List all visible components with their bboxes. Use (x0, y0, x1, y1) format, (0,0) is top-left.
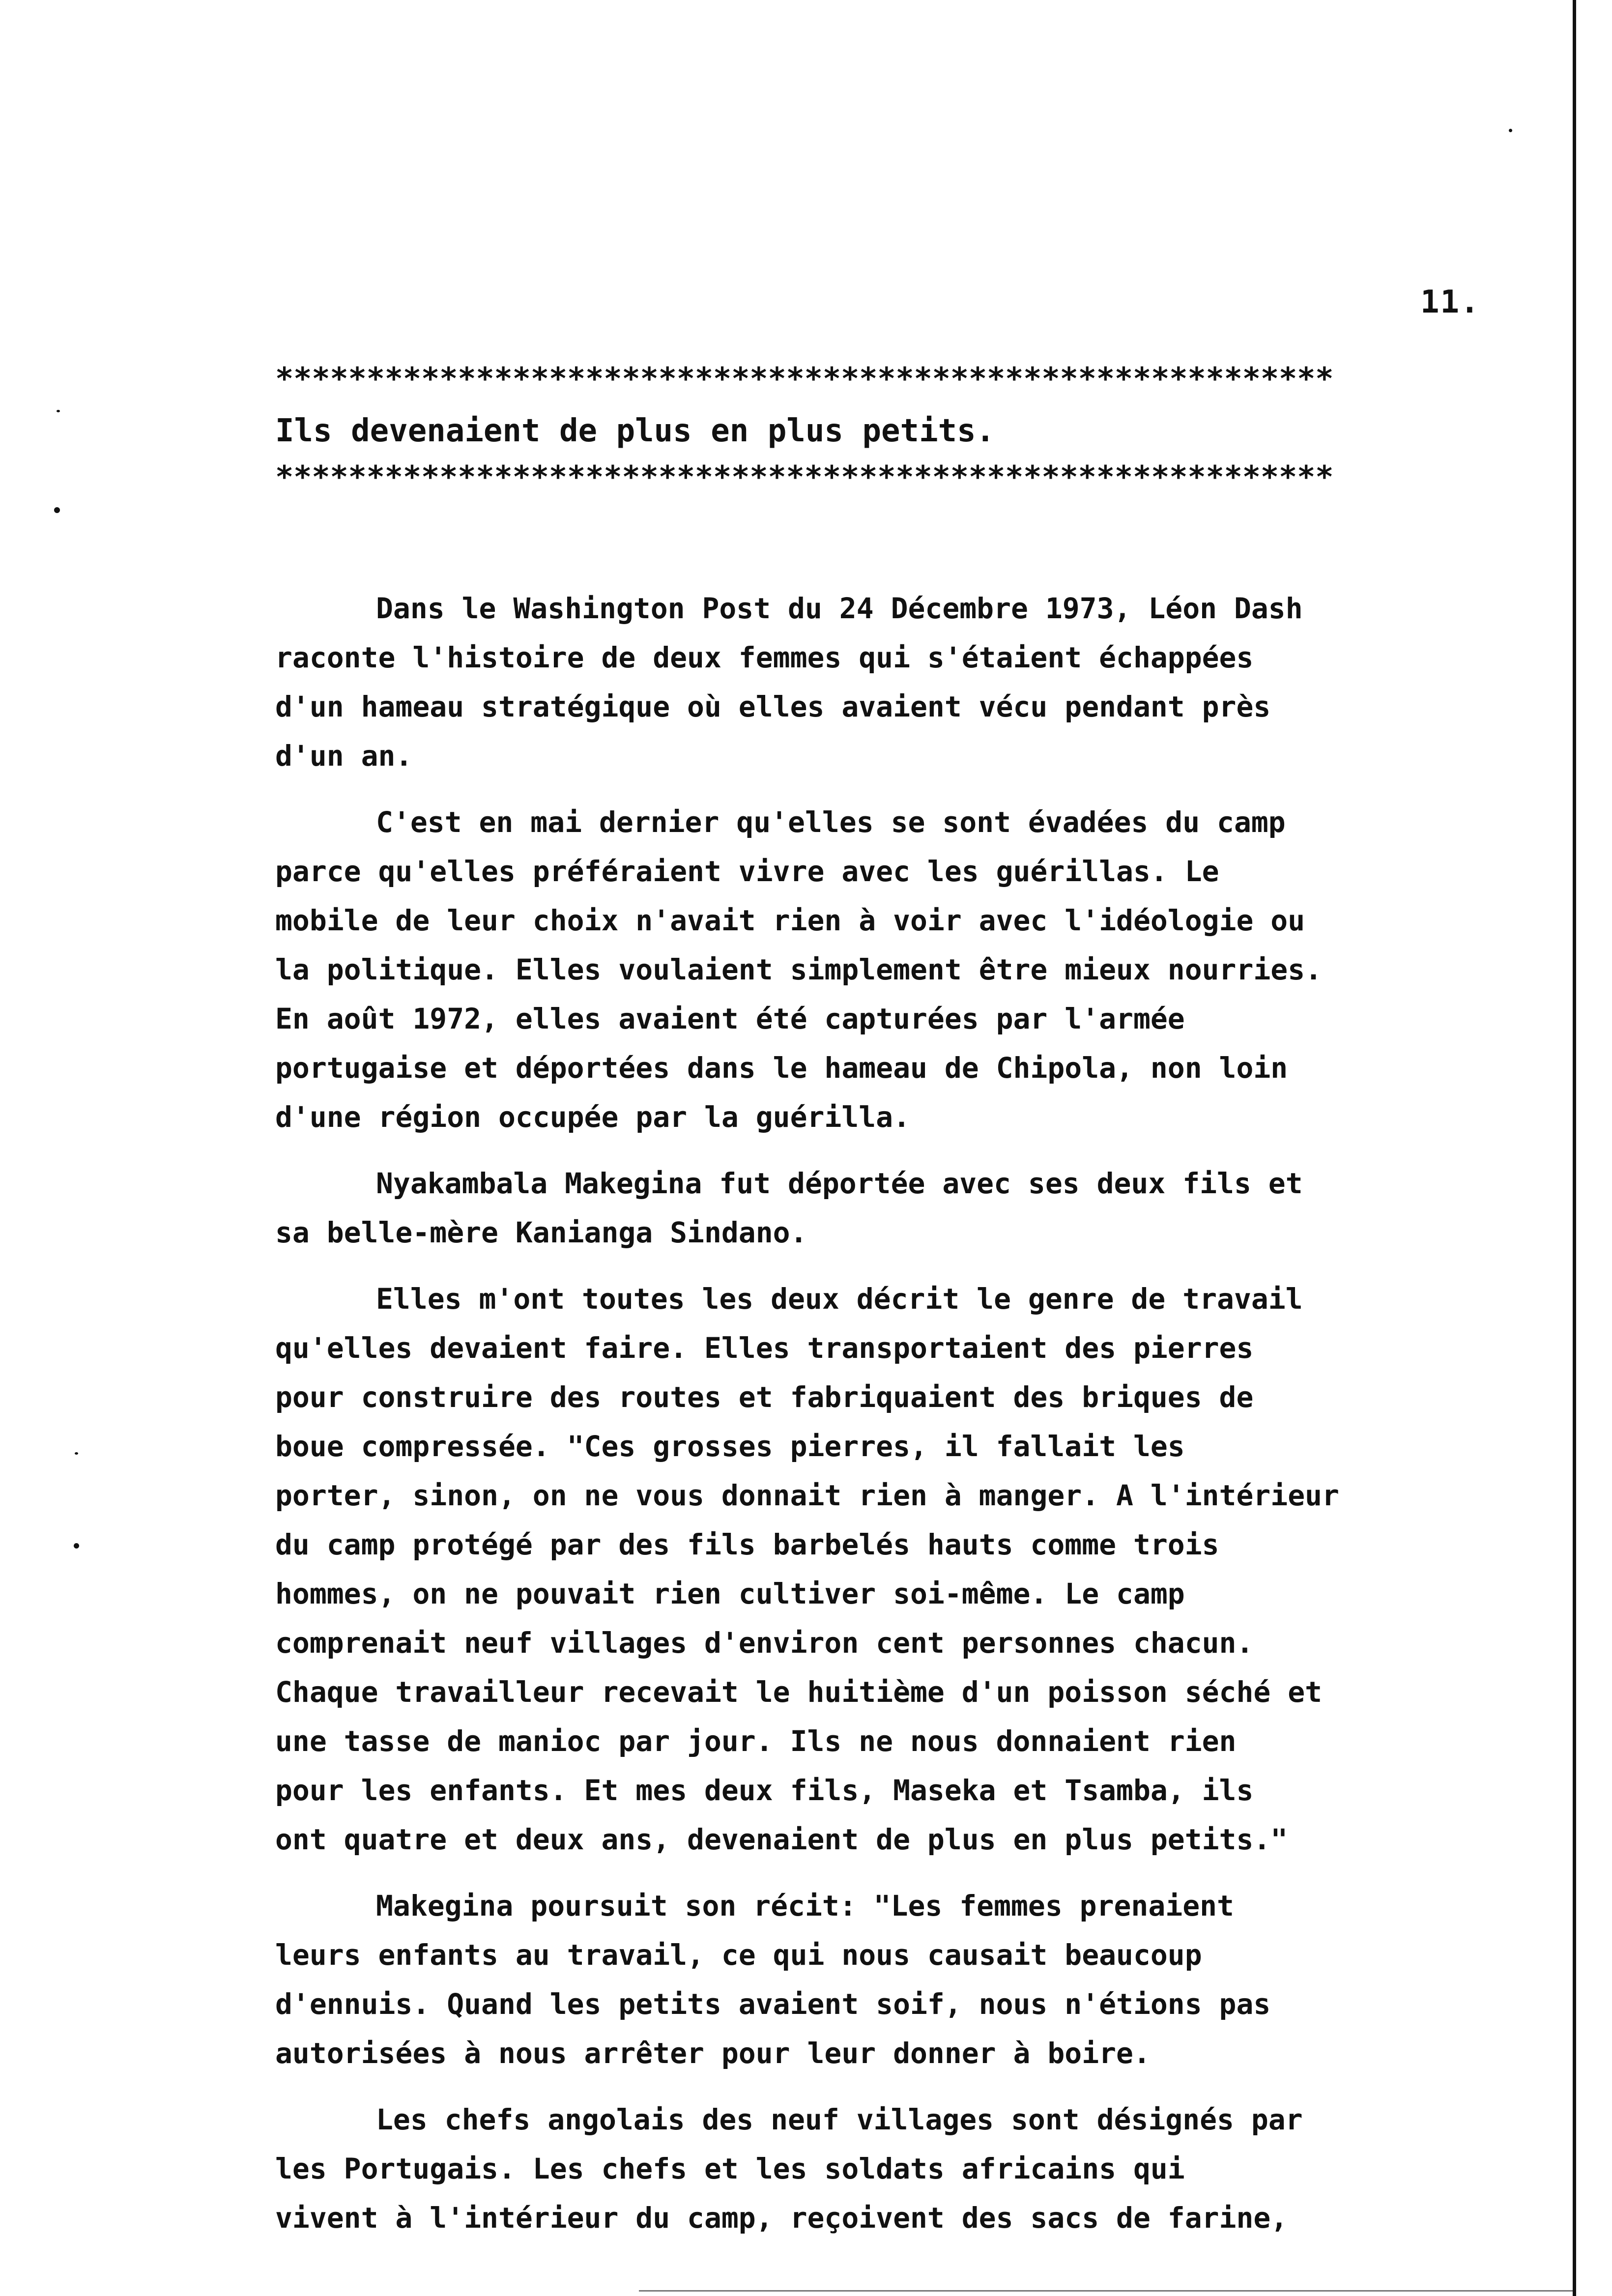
text-line: Nyakambala Makegina fut déportée avec ses deux fils et (376, 1167, 1303, 1200)
text-line: comprenait neuf villages d'environ cent personnes chacun. (275, 1626, 1254, 1660)
text-line: la politique. Elles voulaient simplement être mieux nourries. (275, 953, 1323, 986)
text-line: qu'elles devaient faire. Elles transportaient des pierres (275, 1331, 1254, 1365)
text-line: C'est en mai dernier qu'elles se sont évadées du camp (376, 805, 1286, 839)
text-line: Les chefs angolais des neuf villages sont désignés par (376, 2103, 1303, 2136)
text-line: hommes, on ne pouvait rien cultiver soi-même. Le camp (275, 1577, 1185, 1610)
text-line: ont quatre et deux ans, devenaient de plus en plus petits." (275, 1823, 1288, 1856)
text-line: En août 1972, elles avaient été capturées par l'armée (275, 1002, 1185, 1035)
text-line: d'un an. (275, 739, 413, 773)
text-line: Chaque travailleur recevait le huitième d'un poisson séché et (275, 1675, 1323, 1709)
page-number: 11. (1420, 284, 1480, 320)
scan-speck (75, 1452, 78, 1455)
scan-speck (1509, 129, 1512, 132)
scan-speck (57, 410, 60, 412)
scan-speck (74, 1543, 79, 1549)
paragraph (275, 1881, 1563, 2078)
scan-speck (54, 507, 60, 513)
page-edge-rule (1573, 0, 1576, 2296)
paragraph (275, 798, 1563, 1142)
text-line: sa belle-mère Kanianga Sindano. (275, 1216, 807, 1249)
text-line: autorisées à nous arrêter pour leur donner à boire. (275, 2037, 1151, 2070)
text-line: parce qu'elles préféraient vivre avec les guérillas. Le (275, 855, 1219, 888)
text-line: les Portugais. Les chefs et les soldats africains qui (275, 2152, 1185, 2185)
article-body (275, 584, 1563, 2260)
page-bottom-rule (639, 2290, 1573, 2292)
text-line: portugaise et déportées dans le hameau de Chipola, non loin (275, 1051, 1288, 1085)
text-line: du camp protégé par des fils barbelés hauts comme trois (275, 1528, 1219, 1561)
paragraph (275, 584, 1563, 780)
text-line: d'ennuis. Quand les petits avaient soif, nous n'étions pas (275, 1987, 1271, 2021)
text-line: Elles m'ont toutes les deux décrit le genre de travail (376, 1282, 1303, 1316)
text-line: vivent à l'intérieur du camp, reçoivent des sacs de farine, (275, 2201, 1288, 2235)
article-title: Ils devenaient de plus en plus petits. (275, 413, 995, 449)
text-line: pour les enfants. Et mes deux fils, Maseka et Tsamba, ils (275, 1774, 1254, 1807)
text-line: une tasse de manioc par jour. Ils ne nous donnaient rien (275, 1724, 1237, 1758)
text-line: porter, sinon, on ne vous donnait rien à manger. A l'intérieur (275, 1479, 1339, 1512)
paragraph (275, 2095, 1563, 2242)
text-line: d'un hameau stratégique où elles avaient vécu pendant près (275, 690, 1271, 723)
text-line: d'une région occupée par la guérilla. (275, 1100, 911, 1134)
paragraph (275, 1274, 1563, 1864)
text-line: leurs enfants au travail, ce qui nous causait beaucoup (275, 1938, 1202, 1972)
asterisk-divider-top: ********************************************************** (275, 361, 1334, 397)
paragraph (275, 1159, 1563, 1257)
text-line: boue compressée. "Ces grosses pierres, il fallait les (275, 1430, 1185, 1463)
text-line: pour construire des routes et fabriquaient des briques de (275, 1380, 1254, 1414)
text-line: Makegina poursuit son récit: "Les femmes prenaient (376, 1889, 1234, 1923)
text-line: Dans le Washington Post du 24 Décembre 1973, Léon Dash (376, 592, 1303, 625)
text-line: raconte l'histoire de deux femmes qui s'étaient échappées (275, 641, 1254, 674)
asterisk-divider-bottom: ********************************************************** (275, 459, 1334, 495)
text-line: mobile de leur choix n'avait rien à voir avec l'idéologie ou (275, 904, 1305, 937)
